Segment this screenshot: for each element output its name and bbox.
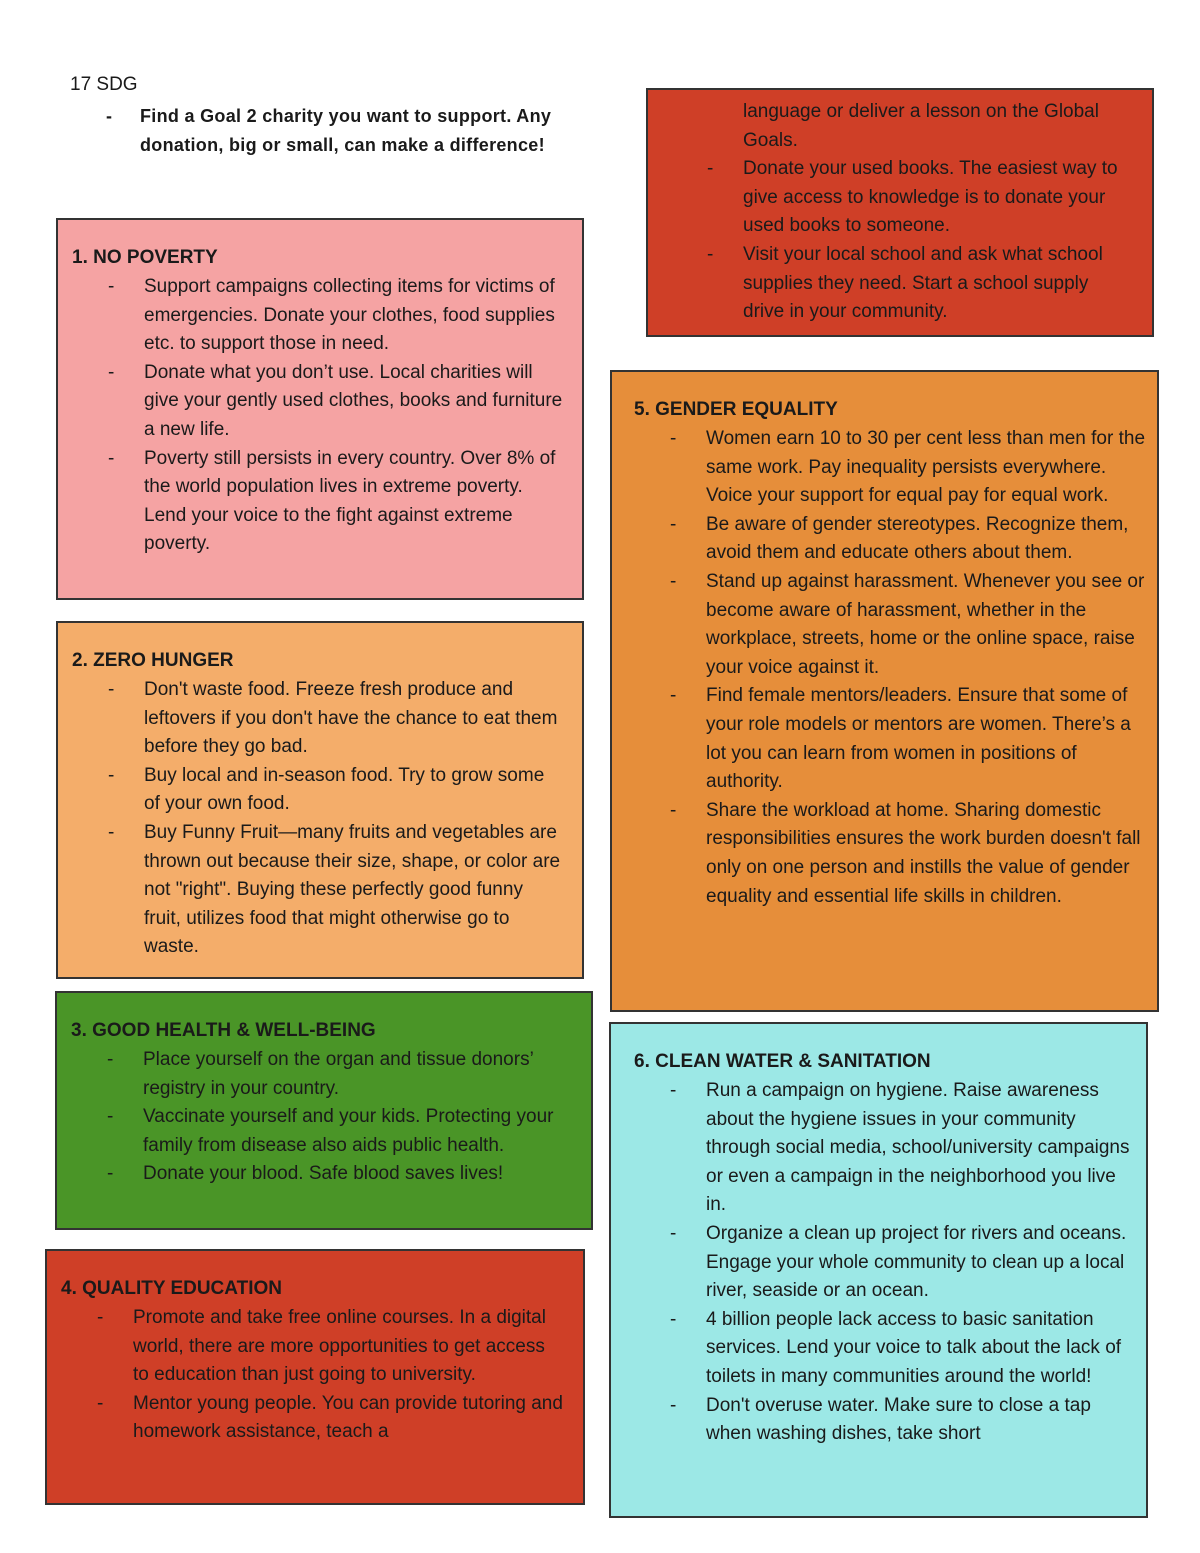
item-text: Mentor young people. You can provide tutoring and homework assistance, teach a xyxy=(133,1392,563,1443)
goal-card-zero-hunger xyxy=(56,621,584,979)
item-text: Donate your used books. The easiest way to give access to knowledge is to donate your used books to someone. xyxy=(743,158,1118,237)
list-item: - Share the workload at home. Sharing domestic responsibilities ensures the work burden doesn't fall only on one person and instills the value of gender equality and essential life skills in children. xyxy=(634,797,1145,911)
list-item: - Buy Funny Fruit—many fruits and vegetables are thrown out because their size, shape, or color are not "right". Buying these perfectly good funny fruit, utilizes food that might otherwise go to waste. xyxy=(72,819,564,962)
list-item: - Support campaigns collecting items for victims of emergencies. Donate your clothes, food supplies etc. to support those in need. xyxy=(72,273,564,359)
list-item: - 4 billion people lack access to basic sanitation services. Lend your voice to talk about the lack of toilets in many communities around the world! xyxy=(634,1306,1134,1392)
list-item: - Donate your blood. Safe blood saves lives! xyxy=(71,1160,573,1189)
list-item: - Vaccinate yourself and your kids. Protecting your family from disease also aids public health. xyxy=(71,1103,573,1160)
item-text: Donate what you don’t use. Local charities will give your gently used clothes, books and furniture a new life. xyxy=(144,361,563,440)
goal-title: 2. ZERO HUNGER xyxy=(72,650,234,671)
intro-note-text: Find a Goal 2 charity you want to support. Any donation, big or small, can make a difference! xyxy=(140,106,552,155)
goal-title: 1. NO POVERTY xyxy=(72,247,218,268)
goal-card-quality-education-continued xyxy=(646,88,1154,337)
list-item: - Be aware of gender stereotypes. Recognize them, avoid them and educate others about them. xyxy=(634,511,1145,568)
item-text: Vaccinate yourself and your kids. Protecting your family from disease also aids public health. xyxy=(143,1106,554,1156)
goal-card-clean-water xyxy=(609,1022,1148,1518)
list-item: - Mentor young people. You can provide tutoring and homework assistance, teach a xyxy=(61,1390,565,1447)
action-list xyxy=(634,425,1145,911)
goal-title: 5. GENDER EQUALITY xyxy=(634,399,838,420)
goal-title: 3. GOOD HEALTH & WELL-BEING xyxy=(71,1020,376,1041)
list-item: - Stand up against harassment. Whenever you see or become aware of harassment, whether in the workplace, streets, home or the online space, raise your voice against it. xyxy=(634,568,1145,682)
item-text: Run a campaign on hygiene. Raise awareness about the hygiene issues in your community through social media, school/university campaigns or even a campaign in the neighborhood you live in. xyxy=(706,1080,1130,1216)
list-item: - Visit your local school and ask what school supplies they need. Start a school supply drive in your community. xyxy=(671,241,1134,327)
goal-card-no-poverty xyxy=(56,218,584,600)
action-list xyxy=(61,1304,565,1447)
list-item: - Place yourself on the organ and tissue donors’ registry in your country. xyxy=(71,1046,573,1103)
action-list xyxy=(71,1046,573,1189)
item-text: language or deliver a lesson on the Global Goals. xyxy=(743,101,1099,151)
item-text: Donate your blood. Safe blood saves lives! xyxy=(143,1163,504,1185)
list-item: - Organize a clean up project for rivers and oceans. Engage your whole community to clean up a local river, seaside or an ocean. xyxy=(634,1220,1134,1306)
item-text: Visit your local school and ask what school supplies they need. Start a school supply drive in your community. xyxy=(743,243,1103,323)
list-item: - Buy local and in-season food. Try to grow some of your own food. xyxy=(72,762,564,819)
bullet-dash: - xyxy=(106,106,113,126)
action-list xyxy=(634,1077,1134,1449)
list-item: - Donate what you don’t use. Local charities will give your gently used clothes, books and furniture a new life. xyxy=(72,359,564,445)
item-text: Place yourself on the organ and tissue donors’ registry in your country. xyxy=(143,1049,534,1099)
document-title: 17 SDG xyxy=(70,74,138,95)
item-text: Find female mentors/leaders. Ensure that some of your role models or mentors are women. There’s a lot you can learn from women in positions of authority. xyxy=(706,685,1131,793)
goal-title: 6. CLEAN WATER & SANITATION xyxy=(634,1051,931,1072)
action-list xyxy=(671,98,1134,327)
goal-card-gender-equality xyxy=(610,370,1159,1012)
goal-card-good-health xyxy=(55,991,593,1230)
item-text: Women earn 10 to 30 per cent less than men for the same work. Pay inequality persists everywhere. Voice your support for equal pay for equal work. xyxy=(706,428,1146,507)
item-text: Buy Funny Fruit—many fruits and vegetables are thrown out because their size, shape, or color are not "right". Buying these perfectly good funny fruit, utilizes food that might otherwise go to waste. xyxy=(144,821,561,958)
item-text: Support campaigns collecting items for victims of emergencies. Donate your clothes, food supplies etc. to support those in need. xyxy=(144,276,555,355)
item-text: 4 billion people lack access to basic sanitation services. Lend your voice to talk about the lack of toilets in many communities around the world! xyxy=(706,1308,1122,1387)
list-item: - Poverty still persists in every country. Over 8% of the world population lives in extreme poverty. Lend your voice to the fight against extreme poverty. xyxy=(72,445,564,559)
item-text: Buy local and in-season food. Try to grow some of your own food. xyxy=(144,764,545,815)
action-list xyxy=(72,273,564,559)
page-header xyxy=(70,72,590,160)
list-item: - Don't overuse water. Make sure to close a tap when washing dishes, take short xyxy=(634,1392,1134,1449)
item-text: Be aware of gender stereotypes. Recognize them, avoid them and educate others about them. xyxy=(706,513,1129,564)
list-item: - Run a campaign on hygiene. Raise awareness about the hygiene issues in your community through social media, school/university campaigns or even a campaign in the neighborhood you live in. xyxy=(634,1077,1134,1220)
action-list xyxy=(72,676,564,962)
item-text: Organize a clean up project for rivers and oceans. Engage your whole community to clean up a local river, seaside or an ocean. xyxy=(706,1222,1127,1302)
intro-note xyxy=(70,102,590,160)
item-text: Share the workload at home. Sharing domestic responsibilities ensures the work burden doesn't fall only on one person and instills the value of gender equality and essential life skills in children. xyxy=(706,799,1141,907)
goal-title: 4. QUALITY EDUCATION xyxy=(61,1278,282,1299)
item-text: Don't waste food. Freeze fresh produce and leftovers if you don't have the chance to eat them before they go bad. xyxy=(144,679,558,758)
list-item: - Find female mentors/leaders. Ensure that some of your role models or mentors are women. There’s a lot you can learn from women in positions of authority. xyxy=(634,682,1145,796)
list-item: - Don't waste food. Freeze fresh produce and leftovers if you don't have the chance to eat them before they go bad. xyxy=(72,676,564,762)
list-item: - Women earn 10 to 30 per cent less than men for the same work. Pay inequality persists everywhere. Voice your support for equal pay for equal work. xyxy=(634,425,1145,511)
list-item xyxy=(671,98,1134,155)
list-item: - Promote and take free online courses. In a digital world, there are more opportunities to get access to education than just going to university. xyxy=(61,1304,565,1390)
item-text: Poverty still persists in every country. Over 8% of the world population lives in extreme poverty. Lend your voice to the fight against extreme poverty. xyxy=(144,447,556,555)
item-text: Stand up against harassment. Whenever you see or become aware of harassment, whether in the workplace, streets, home or the online space, raise your voice against it. xyxy=(706,570,1145,678)
goal-card-quality-education xyxy=(45,1249,585,1505)
item-text: Promote and take free online courses. In a digital world, there are more opportunities to get access to education than just going to university. xyxy=(133,1307,546,1386)
item-text: Don't overuse water. Make sure to close a tap when washing dishes, take short xyxy=(706,1394,1091,1445)
list-item: - Donate your used books. The easiest way to give access to knowledge is to donate your used books to someone. xyxy=(671,155,1134,241)
